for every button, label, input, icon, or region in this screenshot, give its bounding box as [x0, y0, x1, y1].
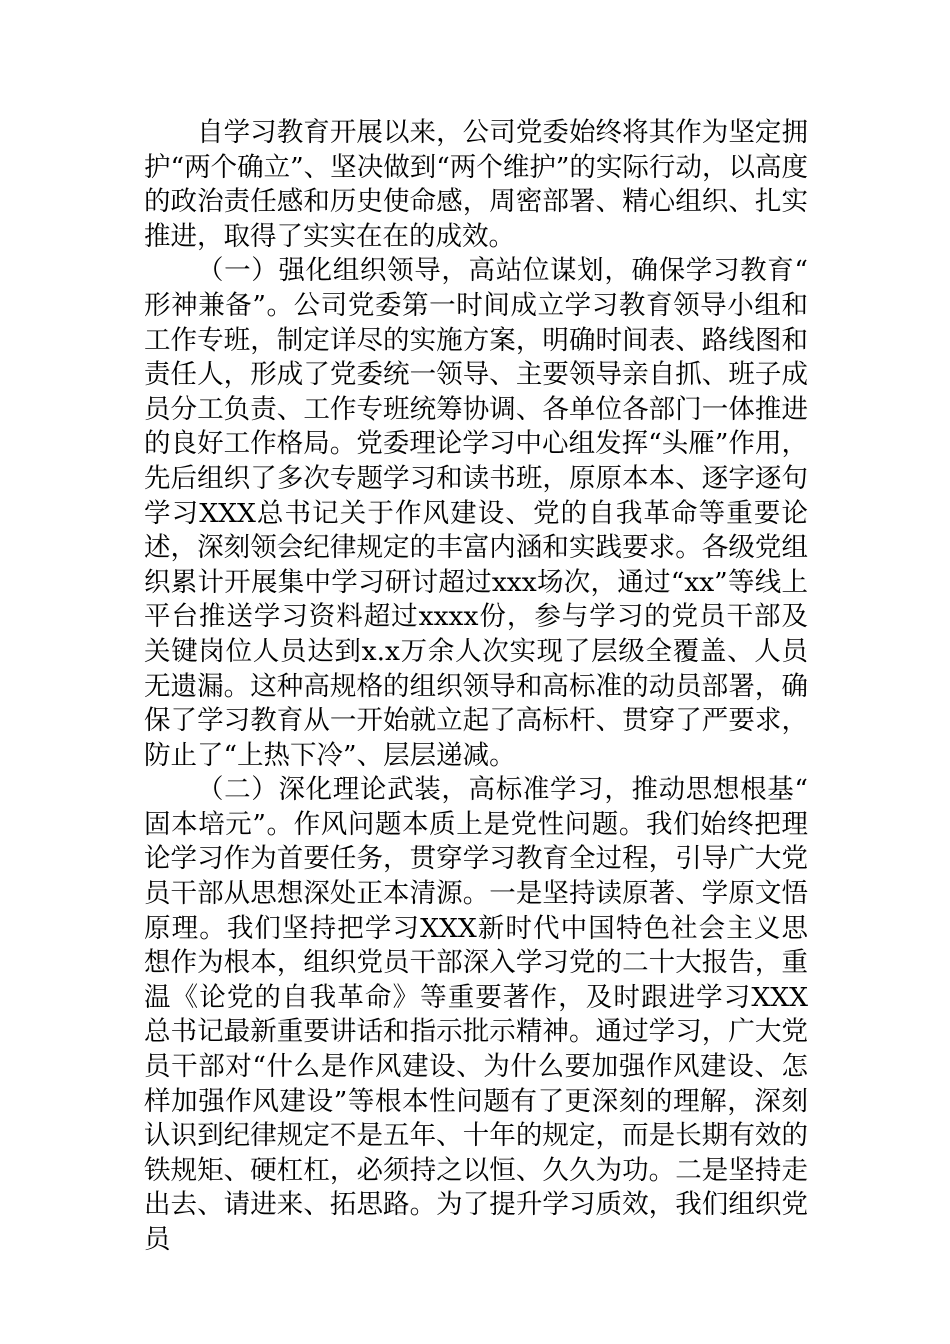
document-body: [144, 116, 808, 1258]
intro-paragraph: 自学习教育开展以来，公司党委始终将其作为坚定拥护“两个确立”、坚决做到“两个维护”的实际行动，以高度的政治责任感和历史使命感，周密部署、精心组织、扎实推进，取得了实实在在的成效。: [144, 117, 808, 252]
section-two-paragraph: （二）深化理论武装，高标准学习，推动思想根基“固本培元”。作风问题本质上是党性问题。我们始终把理论学习作为首要任务，贯穿学习教育全过程，引导广大党员干部从思想深处正本清源。一是坚持读原著、学原文悟原理。我们坚持把学习XXX新时代中国特色社会主义思想作为根本，组织党员干部深入学习党的二十大报告，重温《论党的自我革命》等重要著作，及时跟进学习XXX总书记最新重要讲话和指示批示精神。通过学习，广大党员干部对“什么是作风建设、为什么要加强作风建设、怎样加强作风建设”等根本性问题有了更深刻的理解，深刻认识到纪律规定不是五年、十年的规定，而是长期有效的铁规矩、硬杠杠，必须持之以恒、久久为功。二是坚持走出去、请进来、拓思路。为了提升学习质效，我们组织党员: [144, 774, 808, 1255]
section-one-paragraph: （一）强化组织领导，高站位谋划，确保学习教育“形神兼备”。公司党委第一时间成立学习教育领导小组和工作专班，制定详尽的实施方案，明确时间表、路线图和责任人，形成了党委统一领导、主要领导亲自抓、班子成员分工负责、工作专班统筹协调、各单位各部门一体推进的良好工作格局。党委理论学习中心组发挥“头雁”作用，先后组织了多次专题学习和读书班，原原本本、逐字逐句学习XXX总书记关于作风建设、党的自我革命等重要论述，深刻领会纪律规定的丰富内涵和实践要求。各级党组织累计开展集中学习研讨超过xxx场次，通过“xx”等线上平台推送学习资料超过xxxx份，参与学习的党员干部及关键岗位人员达到x.x万余人次实现了层级全覆盖、人员无遗漏。这种高规格的组织领导和高标准的动员部署，确保了学习教育从一开始就立起了高标杆、贯穿了严要求，防止了“上热下冷”、层层递减。: [144, 255, 808, 771]
